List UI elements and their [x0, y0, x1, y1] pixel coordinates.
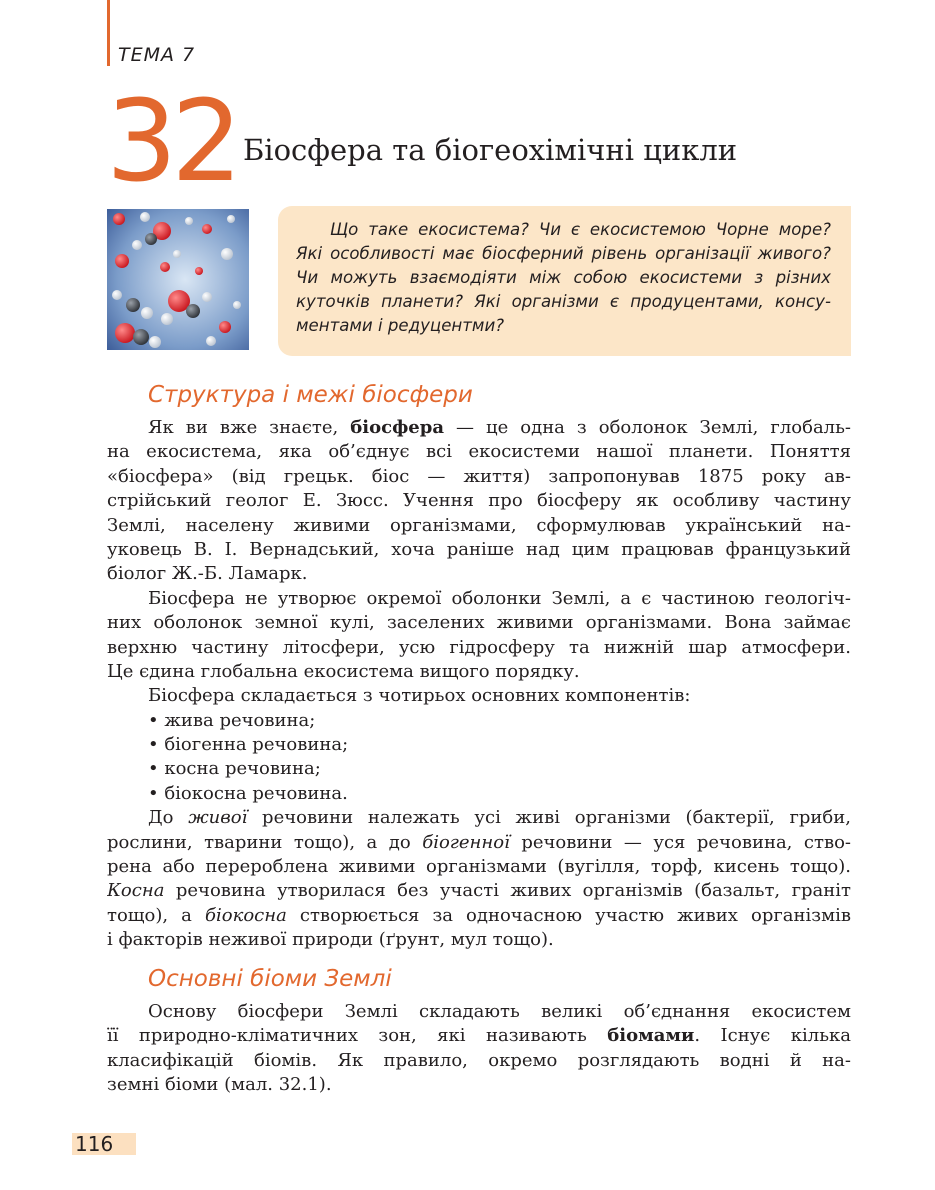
paragraph-line: рена або перероблена живими організмами (вугілля, торф, кисень тощо). [107, 856, 851, 878]
paragraph-line: стрійський геолог Е. Зюсс. Учення про біосферу як особливу частину [107, 490, 851, 512]
section-heading-biomes: Основні біоми Землі [148, 966, 392, 992]
paragraph-line: них оболонок земної кулі, заселених живими організмами. Вона займає [107, 612, 851, 634]
list-item: • біокосна речовина. [148, 782, 348, 804]
term-biomes: біомами [607, 1025, 695, 1047]
paragraph-line: До живої речовини належать усі живі організми (бактерії, гриби, [148, 807, 851, 829]
question-line: Чи можуть взаємодіяти між собою екосистеми з різних [296, 268, 831, 287]
section1-body [107, 416, 851, 953]
paragraph-line: її природно-кліматичних зон, які називають біомами. Існує кілька [107, 1025, 851, 1047]
list-item: • косна речовина; [148, 758, 321, 780]
section-heading-biosphere-structure: Структура і межі біосфери [148, 382, 473, 408]
paragraph-line: верхню частину літосфери, усю гідросферу та нижній шар атмосфери. [107, 636, 851, 658]
question-line: Що таке екосистема? Чи є екосистемою Чорне море? [330, 220, 831, 239]
paragraph-line: Це єдина глобальна екосистема вищого порядку. [107, 660, 580, 682]
paragraph-line: класифікацій біомів. Як правило, окремо розглядають водні й на- [107, 1049, 851, 1071]
paragraph-line: земні біоми (мал. 32.1). [107, 1074, 332, 1096]
question-line: ментами і редуцентми? [296, 316, 505, 335]
list-item: • біогенна речовина; [148, 734, 349, 756]
paragraph-line: Біосфера складається з чотирьох основних компонентів: [148, 685, 691, 707]
paragraph-line: Землі, населену живими організмами, сформулював український на- [107, 514, 851, 536]
question-line: Які особливості має біосферний рівень організації живого? [296, 244, 831, 263]
paragraph-line: Основу біосфери Землі складають великі об’єднання екосистем [148, 1001, 851, 1022]
page-number: 116 [72, 1133, 136, 1155]
paragraph-line: уковець В. І. Вернадський, хоча раніше над цим працював французький [107, 538, 851, 560]
section2-body [107, 1000, 851, 1098]
paragraph-line: Біосфера не утворює окремої оболонки Землі, а є частиною геологіч- [148, 587, 851, 609]
paragraph-line: на екосистема, яка об’єднує всі екосистеми нашої планети. Поняття [107, 441, 851, 463]
term-biosphere: біосфера [350, 417, 445, 438]
lesson-number: 32 [106, 77, 237, 207]
paragraph-line: рослини, тварини тощо), а до біогенної речовини — уся речовина, ство- [107, 831, 851, 853]
paragraph-line: біолог Ж.-Б. Ламарк. [107, 563, 308, 585]
questions-box [278, 206, 851, 356]
topic-bar [107, 0, 110, 66]
paragraph-line: «біосфера» (від грецьк. біос — життя) запропонував 1875 року ав- [107, 465, 851, 487]
list-item: • жива речовина; [148, 709, 316, 731]
molecule-illustration [107, 209, 249, 350]
lesson-title: Біосфера та біогеохімічні цикли [243, 133, 738, 167]
question-line: куточків планети? Які організми є продуцентами, консу- [296, 292, 831, 311]
paragraph-line: Як ви вже знаєте, біосфера — це одна з оболонок Землі, глобаль- [148, 417, 851, 438]
topic-label: ТЕМА 7 [118, 44, 196, 66]
paragraph-line: Косна речовина утворилася без участі живих організмів (базальт, граніт [107, 880, 851, 902]
paragraph-line: тощо), а біокосна створюється за одночасною участю живих організмів [107, 904, 851, 926]
paragraph-line: і факторів неживої природи (ґрунт, мул тощо). [107, 929, 554, 951]
